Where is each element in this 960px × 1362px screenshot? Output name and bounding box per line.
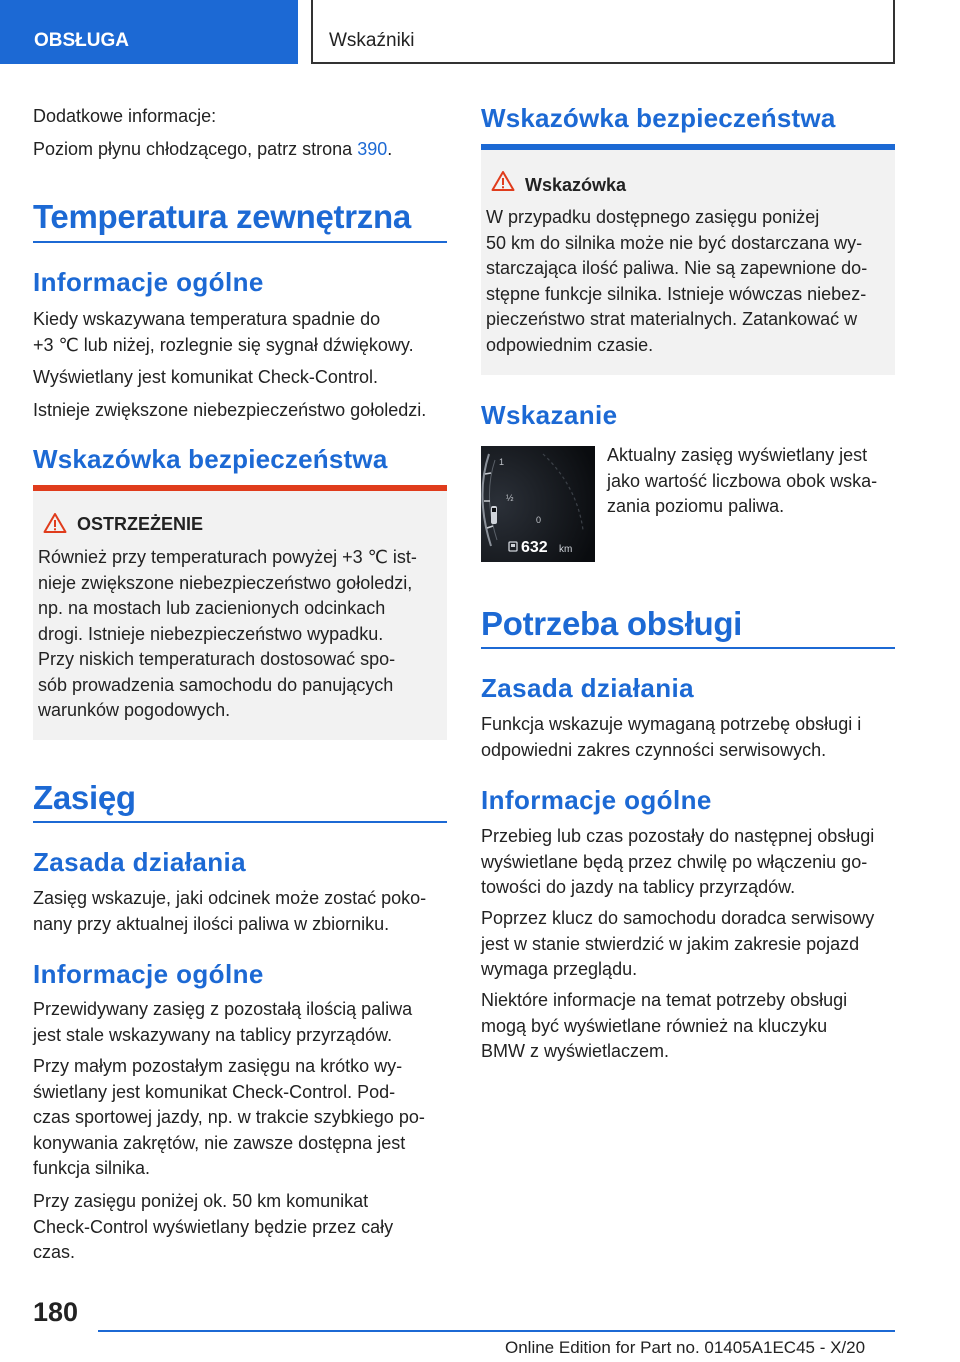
subtitle-temp-info: Informacje ogólne xyxy=(33,267,264,297)
extra-info-text xyxy=(33,137,392,163)
paragraph: Aktualny zasięg wyświetlany jest jako wartość liczbowa obok wska- zania poziomu paliwa. xyxy=(607,445,878,516)
range-value: 632 xyxy=(521,539,548,556)
paragraph: Niektóre informacje na temat potrzeby obsługi mogą być wyświetlane również na kluczyku BMW z wyświetlaczem. xyxy=(481,990,848,1061)
subtitle-service-info: Informacje ogólne xyxy=(481,785,712,815)
subtitle-range-principle: Zasada działania xyxy=(33,847,247,877)
warning-triangle-icon xyxy=(43,512,67,534)
section-title-service: Potrzeba obsługi xyxy=(481,605,743,642)
warning-text: Również przy temperaturach powyżej +3 ℃ ist- nieje zwiększone niebezpieczeństwo gołoledzi, np. na mostach lub zacienionych odcinkach drogi. Istnieje niebezpieczeństwo wypadku. Przy niskich temperaturach dostosować spo- sób prowadzenia samochodu do panujących warunków pogodowych. xyxy=(38,547,417,720)
subtitle-display: Wskazanie xyxy=(481,400,618,430)
instrument-cluster-image xyxy=(481,446,595,562)
chapter-title: Wskaźniki xyxy=(311,0,895,64)
subtitle-range-info: Informacje ogólne xyxy=(33,959,264,989)
paragraph: Funkcja wskazuje wymaganą potrzebę obsługi i odpowiedni zakres czynności serwisowych. xyxy=(481,714,862,760)
section-tab: OBSŁUGA xyxy=(0,0,298,64)
warning-box xyxy=(33,485,447,740)
title-rule xyxy=(481,647,895,649)
warning-triangle-icon xyxy=(491,170,515,192)
subtitle-service-principle: Zasada działania xyxy=(481,673,695,703)
extra-info-body: Poziom płynu chłodzącego, patrz strona xyxy=(33,139,353,159)
note-bar xyxy=(481,144,895,150)
paragraph: Przy zasięgu poniżej ok. 50 km komunikat Check-Control wyświetlany będzie przez cały czas. xyxy=(33,1191,394,1262)
warning-heading: OSTRZEŻENIE xyxy=(77,514,204,534)
section-title-temperature: Temperatura zewnętrzna xyxy=(33,198,411,235)
gauge-tick-0: 0 xyxy=(536,515,542,525)
note-heading: Wskazówka xyxy=(525,175,627,195)
gauge-tick-1: 1 xyxy=(499,457,505,467)
paragraph: Kiedy wskazywana temperatura spadnie do +3 ℃ lub niżej, rozlegnie się sygnał dźwiękowy. xyxy=(33,309,414,355)
paragraph: Wyświetlany jest komunikat Check-Control. xyxy=(33,367,378,387)
page-number: 180 xyxy=(33,1297,79,1327)
paragraph: Przewidywany zasięg z pozostałą ilością paliwa jest stale wskazywany na tablicy przyrządów. xyxy=(33,999,413,1045)
section-title-range: Zasięg xyxy=(33,779,136,816)
note-text: W przypadku dostępnego zasięgu poniżej 50 km do silnika może nie być dostarczana wy- starczająca ilość paliwa. Nie są zapewnione do- stępne funkcje silnika. Istnieje wówczas niebez- pieczeństwo strat materialnych. Zatankować w odpowiednim czasie. xyxy=(486,207,868,355)
subtitle-safety-right: Wskazówka bezpieczeństwa xyxy=(481,103,836,133)
range-unit: km xyxy=(559,544,573,555)
paragraph: Zasięg wskazuje, jaki odcinek może zostać poko- nany przy aktualnej ilości paliwa w zbiorniku. xyxy=(33,888,427,934)
gauge-tick-half: ½ xyxy=(506,493,514,503)
edition-info: Online Edition for Part no. 01405A1EC45 - X/20 xyxy=(505,1338,866,1357)
extra-info-end: . xyxy=(387,139,393,159)
paragraph: Istnieje zwiększone niebezpieczeństwo gołoledzi. xyxy=(33,400,427,420)
paragraph: Przebieg lub czas pozostały do następnej obsługi wyświetlane będą przez chwilę po włączeniu go- towości do jazdy na tablicy przyrządów. xyxy=(481,826,875,897)
title-rule xyxy=(33,821,447,823)
subtitle-safety: Wskazówka bezpieczeństwa xyxy=(33,444,388,474)
note-box xyxy=(481,144,895,375)
warning-bar xyxy=(33,485,447,491)
footer-rule xyxy=(98,1330,895,1332)
title-rule xyxy=(33,241,447,243)
paragraph: Poprzez klucz do samochodu doradca serwisowy jest w stanie stwierdzić w jakim zakresie pojazd wymaga przeglądu. xyxy=(481,908,875,979)
paragraph: Przy małym pozostałym zasięgu na krótko wy- świetlany jest komunikat Check-Control. Pod- czas sportowej jazdy, np. w trakcie szybkiego po- konywania zakrętów, nie zawsze dostępna jest funkcja silnika. xyxy=(33,1056,425,1178)
extra-info-label: Dodatkowe informacje: xyxy=(33,106,217,126)
page-link[interactable]: 390 xyxy=(357,139,388,159)
